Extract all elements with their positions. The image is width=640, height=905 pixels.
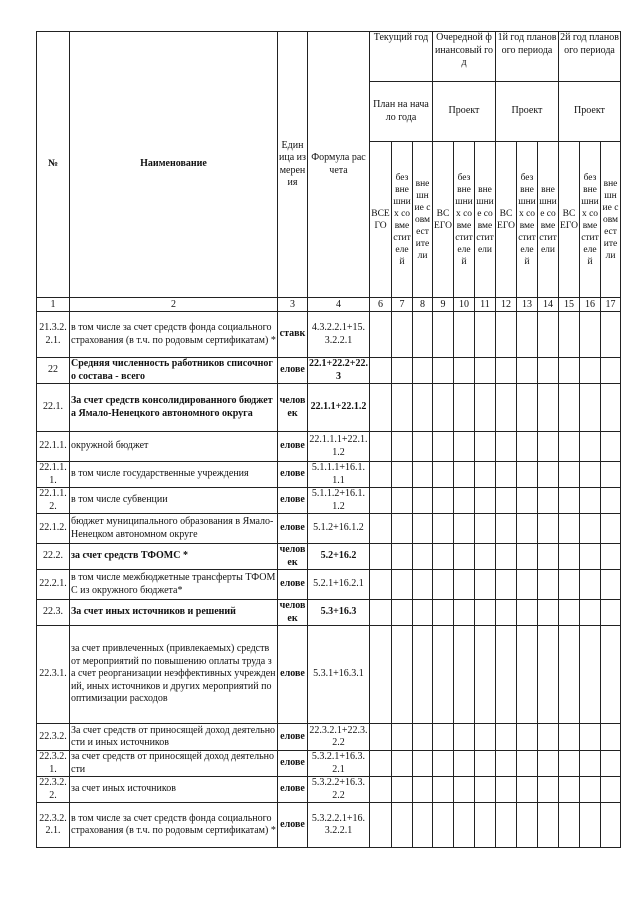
value-cell [496, 803, 517, 848]
row-unit: елове [278, 358, 308, 384]
value-cell [496, 432, 517, 462]
column-number-9: 9 [433, 298, 454, 312]
column-number-3: 3 [278, 298, 308, 312]
value-cell [559, 803, 580, 848]
value-cell [370, 514, 392, 544]
column-number-4: 4 [308, 298, 370, 312]
row-formula: 5.3+16.3 [308, 600, 370, 626]
value-cell [454, 600, 475, 626]
value-cell [559, 626, 580, 724]
value-cell [601, 312, 621, 358]
value-cell [538, 488, 559, 514]
value-cell [496, 462, 517, 488]
value-cell [413, 600, 433, 626]
header-total-1: ВСЕГО [370, 142, 392, 298]
value-cell [392, 626, 413, 724]
value-cell [433, 462, 454, 488]
row-formula: 22.1.1.1+22.1.1.2 [308, 432, 370, 462]
row-number: 22.1. [37, 384, 70, 432]
value-cell [433, 724, 454, 751]
header-without-external-2: без внешних совместителей [454, 142, 475, 298]
row-number: 22.1.1.2. [37, 488, 70, 514]
value-cell [413, 514, 433, 544]
value-cell [475, 626, 496, 724]
value-cell [580, 600, 601, 626]
value-cell [538, 544, 559, 570]
value-cell [601, 751, 621, 777]
value-cell [517, 358, 538, 384]
row-number: 22.3.1. [37, 626, 70, 724]
value-cell [601, 626, 621, 724]
value-cell [496, 600, 517, 626]
value-cell [392, 462, 413, 488]
row-name: в том числе государственные учреждения [70, 462, 278, 488]
row-name: за счет средств от приносящей доход деятельности [70, 751, 278, 777]
row-number: 21.3.2.2.1. [37, 312, 70, 358]
header-project-2: Проект [496, 82, 559, 142]
value-cell [392, 514, 413, 544]
value-cell [517, 777, 538, 803]
value-cell [475, 544, 496, 570]
value-cell [454, 544, 475, 570]
table-row [37, 626, 621, 724]
row-unit: елове [278, 514, 308, 544]
value-cell [433, 384, 454, 432]
value-cell [496, 488, 517, 514]
value-cell [392, 600, 413, 626]
row-formula: 5.3.1+16.3.1 [308, 626, 370, 724]
value-cell [601, 514, 621, 544]
header-formula: Формула расчета [308, 32, 370, 298]
value-cell [454, 570, 475, 600]
value-cell [475, 312, 496, 358]
value-cell [433, 626, 454, 724]
value-cell [517, 384, 538, 432]
row-unit: елове [278, 462, 308, 488]
header-without-external-4: без внешних совместителей [580, 142, 601, 298]
row-name: окружной бюджет [70, 432, 278, 462]
value-cell [433, 514, 454, 544]
value-cell [413, 358, 433, 384]
value-cell [392, 488, 413, 514]
value-cell [370, 777, 392, 803]
header-project-1: Проект [433, 82, 496, 142]
value-cell [392, 544, 413, 570]
value-cell [413, 462, 433, 488]
value-cell [559, 777, 580, 803]
column-number-14: 14 [538, 298, 559, 312]
row-number: 22.3.2.2.1. [37, 803, 70, 848]
column-number-16: 16 [580, 298, 601, 312]
header-external-4: внешние совместители [601, 142, 621, 298]
value-cell [538, 514, 559, 544]
value-cell [370, 570, 392, 600]
value-cell [433, 570, 454, 600]
value-cell [601, 600, 621, 626]
value-cell [496, 570, 517, 600]
value-cell [559, 600, 580, 626]
value-cell [580, 432, 601, 462]
value-cell [433, 803, 454, 848]
value-cell [538, 462, 559, 488]
header-period-plan1: 1й год планового периода [496, 32, 559, 82]
value-cell [433, 488, 454, 514]
value-cell [413, 544, 433, 570]
table-row [37, 724, 621, 751]
header-without-external-1: без внешних совместителей [392, 142, 413, 298]
value-cell [370, 462, 392, 488]
value-cell [413, 312, 433, 358]
value-cell [370, 432, 392, 462]
value-cell [475, 803, 496, 848]
value-cell [454, 462, 475, 488]
column-number-10: 10 [454, 298, 475, 312]
row-number: 22.1.1. [37, 432, 70, 462]
row-name: за счет средств ТФОМС * [70, 544, 278, 570]
column-number-8: 8 [413, 298, 433, 312]
row-name: в том числе субвенции [70, 488, 278, 514]
table-row [37, 803, 621, 848]
value-cell [433, 600, 454, 626]
value-cell [433, 751, 454, 777]
value-cell [559, 358, 580, 384]
value-cell [413, 384, 433, 432]
value-cell [580, 570, 601, 600]
value-cell [559, 514, 580, 544]
row-number: 22.1.2. [37, 514, 70, 544]
header-external-3: внешние совместители [538, 142, 559, 298]
column-number-2: 2 [70, 298, 278, 312]
value-cell [601, 777, 621, 803]
value-cell [580, 724, 601, 751]
row-formula: 5.3.2.1+16.3.2.1 [308, 751, 370, 777]
row-unit: человек [278, 544, 308, 570]
value-cell [601, 803, 621, 848]
row-formula: 5.3.2.2.1+16.3.2.2.1 [308, 803, 370, 848]
value-cell [454, 626, 475, 724]
value-cell [517, 488, 538, 514]
value-cell [580, 312, 601, 358]
row-formula: 5.1.2+16.1.2 [308, 514, 370, 544]
value-cell [559, 384, 580, 432]
value-cell [538, 777, 559, 803]
row-name: бюджет муниципального образования в Ямало-Ненецком автономном округе [70, 514, 278, 544]
value-cell [392, 570, 413, 600]
row-formula: 22.1+22.2+22.3 [309, 358, 368, 382]
value-cell [601, 544, 621, 570]
value-cell [392, 358, 413, 384]
column-number-15: 15 [559, 298, 580, 312]
value-cell [580, 626, 601, 724]
value-cell [496, 312, 517, 358]
value-cell [475, 570, 496, 600]
value-cell [559, 751, 580, 777]
column-number-7: 7 [392, 298, 413, 312]
table-row [37, 600, 621, 626]
value-cell [538, 358, 559, 384]
value-cell [496, 544, 517, 570]
header-without-external-3: без внешних совместителей [517, 142, 538, 298]
column-number-6: 6 [370, 298, 392, 312]
value-cell [580, 751, 601, 777]
header-total-3: ВСЕГО [496, 142, 517, 298]
value-cell [454, 432, 475, 462]
value-cell [580, 384, 601, 432]
row-number: 22 [37, 358, 70, 384]
value-cell [601, 570, 621, 600]
staffing-table [36, 31, 621, 848]
row-unit: елове [278, 724, 308, 751]
row-formula: 4.3.2.2.1+15.3.2.2.1 [308, 312, 370, 358]
row-unit: елове [278, 626, 308, 724]
value-cell [433, 312, 454, 358]
value-cell [454, 312, 475, 358]
value-cell [580, 777, 601, 803]
value-cell [580, 544, 601, 570]
value-cell [370, 626, 392, 724]
value-cell [475, 488, 496, 514]
value-cell [370, 358, 392, 384]
value-cell [413, 724, 433, 751]
table-row [37, 514, 621, 544]
value-cell [559, 570, 580, 600]
value-cell [538, 600, 559, 626]
value-cell [475, 777, 496, 803]
value-cell [454, 488, 475, 514]
value-cell [392, 384, 413, 432]
header-total-2: ВСЕГО [433, 142, 454, 298]
value-cell [538, 724, 559, 751]
value-cell [517, 626, 538, 724]
row-number: 22.3. [37, 600, 70, 626]
row-number: 22.3.2. [37, 724, 70, 751]
row-number: 22.2. [37, 544, 70, 570]
value-cell [538, 751, 559, 777]
row-unit: елове [278, 432, 308, 462]
value-cell [370, 751, 392, 777]
value-cell [413, 751, 433, 777]
value-cell [392, 312, 413, 358]
value-cell [517, 312, 538, 358]
value-cell [517, 544, 538, 570]
header-external-1: внешние совместители [413, 142, 433, 298]
value-cell [433, 358, 454, 384]
value-cell [413, 488, 433, 514]
value-cell [496, 751, 517, 777]
table-row [37, 462, 621, 488]
row-number: 22.1.1.1. [37, 462, 70, 488]
value-cell [496, 724, 517, 751]
value-cell [580, 488, 601, 514]
value-cell [433, 777, 454, 803]
value-cell [601, 724, 621, 751]
value-cell [559, 488, 580, 514]
staffing-table-document [36, 31, 621, 848]
value-cell [413, 777, 433, 803]
row-name: в том числе за счет средств фонда социального страхования (в т.ч. по родовым сертификатам) * [70, 803, 278, 848]
value-cell [538, 626, 559, 724]
row-unit: елове [278, 570, 308, 600]
row-name: Средняя численность работников списочного состава - всего [70, 358, 278, 384]
value-cell [413, 432, 433, 462]
value-cell [517, 514, 538, 544]
header-total-4: ВСЕГО [559, 142, 580, 298]
row-unit: елове [278, 803, 308, 848]
header-period-current: Текущий год [370, 32, 433, 82]
value-cell [454, 358, 475, 384]
value-cell [454, 384, 475, 432]
value-cell [475, 600, 496, 626]
value-cell [413, 626, 433, 724]
value-cell [433, 432, 454, 462]
row-formula: 5.1.1.2+16.1.1.2 [308, 488, 370, 514]
value-cell [517, 600, 538, 626]
row-unit: человек [278, 600, 308, 626]
header-plan-start: План на начало года [370, 82, 433, 142]
value-cell [370, 803, 392, 848]
value-cell [601, 384, 621, 432]
row-formula: 5.1.1.1+16.1.1.1 [308, 462, 370, 488]
value-cell [559, 312, 580, 358]
row-unit: ставк [278, 312, 308, 358]
value-cell [496, 384, 517, 432]
row-number: 22.2.1. [37, 570, 70, 600]
table-row [37, 312, 621, 358]
value-cell [538, 312, 559, 358]
value-cell [475, 462, 496, 488]
row-name: За счет средств от приносящей доход деятельности и иных источников [70, 724, 278, 751]
table-row [37, 358, 621, 384]
row-name: в том числе межбюджетные трансферты ТФОМС из окружного бюджета* [70, 570, 278, 600]
value-cell [454, 724, 475, 751]
column-number-12: 12 [496, 298, 517, 312]
value-cell [392, 724, 413, 751]
header-period-next: Очередной финансовый год [433, 32, 496, 82]
row-formula: 5.2+16.2 [308, 544, 370, 570]
column-number-11: 11 [475, 298, 496, 312]
value-cell [538, 384, 559, 432]
table-row [37, 777, 621, 803]
value-cell [475, 384, 496, 432]
value-cell [559, 462, 580, 488]
value-cell [475, 724, 496, 751]
value-cell [370, 544, 392, 570]
value-cell [559, 724, 580, 751]
row-formula: 5.2.1+16.2.1 [308, 570, 370, 600]
row-name: За счет иных источников и решений [70, 600, 278, 626]
row-number: 22.3.2.1. [37, 751, 70, 777]
value-cell [601, 358, 621, 384]
value-cell [475, 432, 496, 462]
column-number-17: 17 [601, 298, 621, 312]
value-cell [392, 432, 413, 462]
value-cell [580, 358, 601, 384]
value-cell [517, 462, 538, 488]
value-cell [454, 803, 475, 848]
value-cell [538, 432, 559, 462]
value-cell [496, 358, 517, 384]
header-unit: Единица измерения [278, 32, 308, 298]
header-name: Наименование [70, 32, 278, 298]
row-formula: 5.3.2.2+16.3.2.2 [308, 777, 370, 803]
table-row [37, 488, 621, 514]
value-cell [413, 803, 433, 848]
header-project-3: Проект [559, 82, 621, 142]
value-cell [559, 432, 580, 462]
header-period-plan2: 2й год планового периода [559, 32, 621, 82]
value-cell [392, 803, 413, 848]
value-cell [580, 514, 601, 544]
value-cell [580, 462, 601, 488]
table-row [37, 544, 621, 570]
row-unit: елове [278, 488, 308, 514]
value-cell [370, 600, 392, 626]
row-number: 22.3.2.2. [37, 777, 70, 803]
column-number-13: 13 [517, 298, 538, 312]
value-cell [517, 570, 538, 600]
row-unit: елове [278, 751, 308, 777]
value-cell [413, 570, 433, 600]
value-cell [370, 724, 392, 751]
row-formula: 22.1.1+22.1.2 [308, 384, 370, 432]
value-cell [538, 803, 559, 848]
value-cell [454, 777, 475, 803]
value-cell [559, 544, 580, 570]
table-row [37, 384, 621, 432]
value-cell [370, 488, 392, 514]
table-row [37, 751, 621, 777]
table-row [37, 570, 621, 600]
value-cell [496, 626, 517, 724]
value-cell [392, 777, 413, 803]
value-cell [475, 751, 496, 777]
row-name: за счет иных источников [70, 777, 278, 803]
value-cell [517, 751, 538, 777]
value-cell [370, 384, 392, 432]
value-cell [475, 358, 496, 384]
row-name: за счет привлеченных (привлекаемых) средств от мероприятий по повышению оплаты труда за счет реорганизации неэффективных учреждений, иных источников и других мероприятий по оптимизации расходов [70, 626, 278, 724]
row-unit: человек [278, 384, 308, 432]
value-cell [601, 432, 621, 462]
header-external-2: внешние совместители [475, 142, 496, 298]
value-cell [392, 751, 413, 777]
value-cell [370, 312, 392, 358]
table-row [37, 432, 621, 462]
row-formula: 22.3.2.1+22.3.2.2 [308, 724, 370, 751]
row-name: За счет средств консолидированного бюджета Ямало-Ненецкого автономного округа [70, 384, 278, 432]
value-cell [517, 803, 538, 848]
column-number-1: 1 [37, 298, 70, 312]
value-cell [475, 514, 496, 544]
value-cell [538, 570, 559, 600]
header-no: № [37, 32, 70, 298]
value-cell [454, 514, 475, 544]
value-cell [496, 777, 517, 803]
value-cell [601, 462, 621, 488]
value-cell [601, 488, 621, 514]
value-cell [454, 751, 475, 777]
value-cell [517, 724, 538, 751]
value-cell [433, 544, 454, 570]
value-cell [517, 432, 538, 462]
value-cell [580, 803, 601, 848]
value-cell [496, 514, 517, 544]
row-unit: елове [278, 777, 308, 803]
row-name: в том числе за счет средств фонда социального страхования (в т.ч. по родовым сертификатам) * [70, 312, 278, 358]
